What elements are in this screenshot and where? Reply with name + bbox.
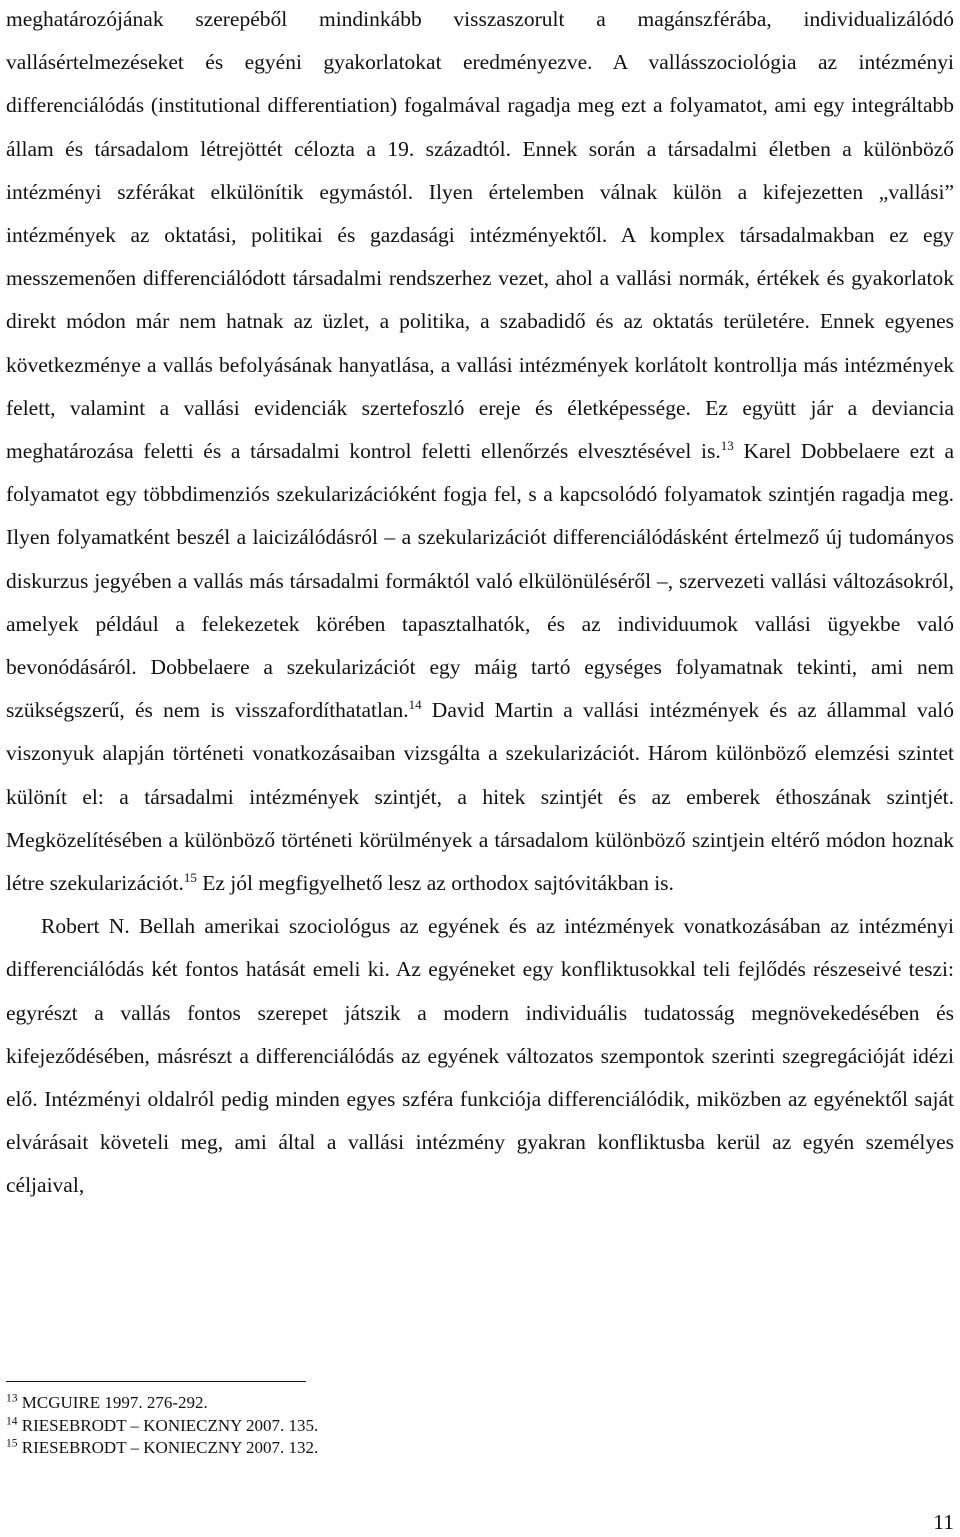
footnote-reference-13[interactable]: 13 [720,437,734,453]
paragraph-1-text-segment: David Martin a vallási intézmények és az állammal való viszonyuk alapján történeti vonatkozásaiban vizsgálta a szekularizációt. Három különböző elemzési szintet különít el: a társadalmi intézmények szintjét, a hitek szintjét és az emberek éthoszának szintjét. Megközelítésében a különböző történeti körülmények a társadalom különböző szintjein eltérő módon hoznak létre szekularizációt. [6,698,954,896]
footnote-text: RIESEBRODT – KONIECZNY 2007. 132. [21,1438,319,1457]
footnote-reference-15[interactable]: 15 [183,869,197,885]
footnote-13 [6,1392,606,1415]
footnote-text: MCGUIRE 1997. 276-292. [21,1393,208,1412]
footnote-number: 13 [6,1392,18,1405]
page-number: 11 [933,1510,954,1534]
footnote-number: 15 [6,1437,18,1450]
footnote-reference-14[interactable]: 14 [408,697,422,713]
body-paragraph-1 [6,0,954,905]
footnote-15 [6,1437,606,1460]
footnote-separator [6,1381,306,1382]
footnotes-section [6,1392,606,1460]
footnote-text: RIESEBRODT – KONIECZNY 2007. 135. [21,1415,319,1435]
footnote-number: 14 [6,1414,18,1427]
paragraph-1-text-segment: Ez jól megfigyelhető lesz az orthodox sajtóvitákban is. [196,871,674,896]
footnote-14 [6,1415,606,1438]
document-page [6,0,954,1208]
body-paragraph-2: Robert N. Bellah amerikai szociológus az egyének és az intézmények vonatkozásában az intézményi differenciálódás két fontos hatását emeli ki. Az egyéneket egy konfliktusokkal teli fejlődés részeseivé teszi: egyrészt a vallás fontos szerepet játszik a modern individuális tudatosság megnövekedésében és kifejeződésében, másrészt a differenciálódás az egyének változatos szempontok szerinti szegregációját idézi elő. Intézményi oldalról pedig minden egyes szféra funkciója differenciálódik, miközben az egyénektől saját elvárásait követeli meg, ami által a vallási intézmény gyakran konfliktusba kerül az egyén személyes céljaival, [6,914,954,1198]
paragraph-1-text-segment: meghatározójának szerepéből mindinkább visszaszorult a magánszférába, individualizálódó vallásértelmezéseket és egyéni gyakorlatokat eredményezve. A vallásszociológia az intézményi differenciálódás (institutional differentiation) fogalmával ragadja meg ezt a folyamatot, ami egy integráltabb állam és társadalom létrejöttét célozta a 19. századtól. Ennek során a társadalmi életben a különböző intézményi szférákat elkülönítik egymástól. Ilyen értelemben válnak külön a kifejezetten „vallási” intézmények az oktatási, politikai és gazdasági intézményektől. A komplex társadalmakban ez egy messzemenően differenciálódott társadalmi rendszerhez vezet, ahol a vallási normák, értékek és gyakorlatok direkt módon már nem hatnak az üzlet, a politika, a szabadidő és az oktatás területére. Ennek egyenes következménye a vallás befolyásának hanyatlása, a vallási intézmények korlátolt kontrollja más intézmények felett, valamint a vallási evidenciák szertefoszló ereje és életképessége. Ez együtt jár a deviancia meghatározása feletti és a társadalmi kontrol feletti ellenőrzés elvesztésével is. [6,7,954,464]
paragraph-1-text-segment: Karel Dobbelaere ezt a folyamatot egy többdimenziós szekularizációként fogja fel, s a kapcsolódó folyamatok szintjén ragadja meg. Ilyen folyamatként beszél a laicizálódásról – a szekularizációt differenciálódásként értelmező új tudományos diskurzus jegyében a vallás más társadalmi formáktól való elkülönüléséről –, szervezeti vallási változásokról, amelyek például a felekezetek körében tapasztalhatók, és az individuumok vallási ügyekbe való bevonódásáról. Dobbelaere a szekularizációt egy máig tartó egységes folyamatnak tekinti, ami nem szükségszerű, és nem is visszafordíthatatlan. [6,439,954,723]
